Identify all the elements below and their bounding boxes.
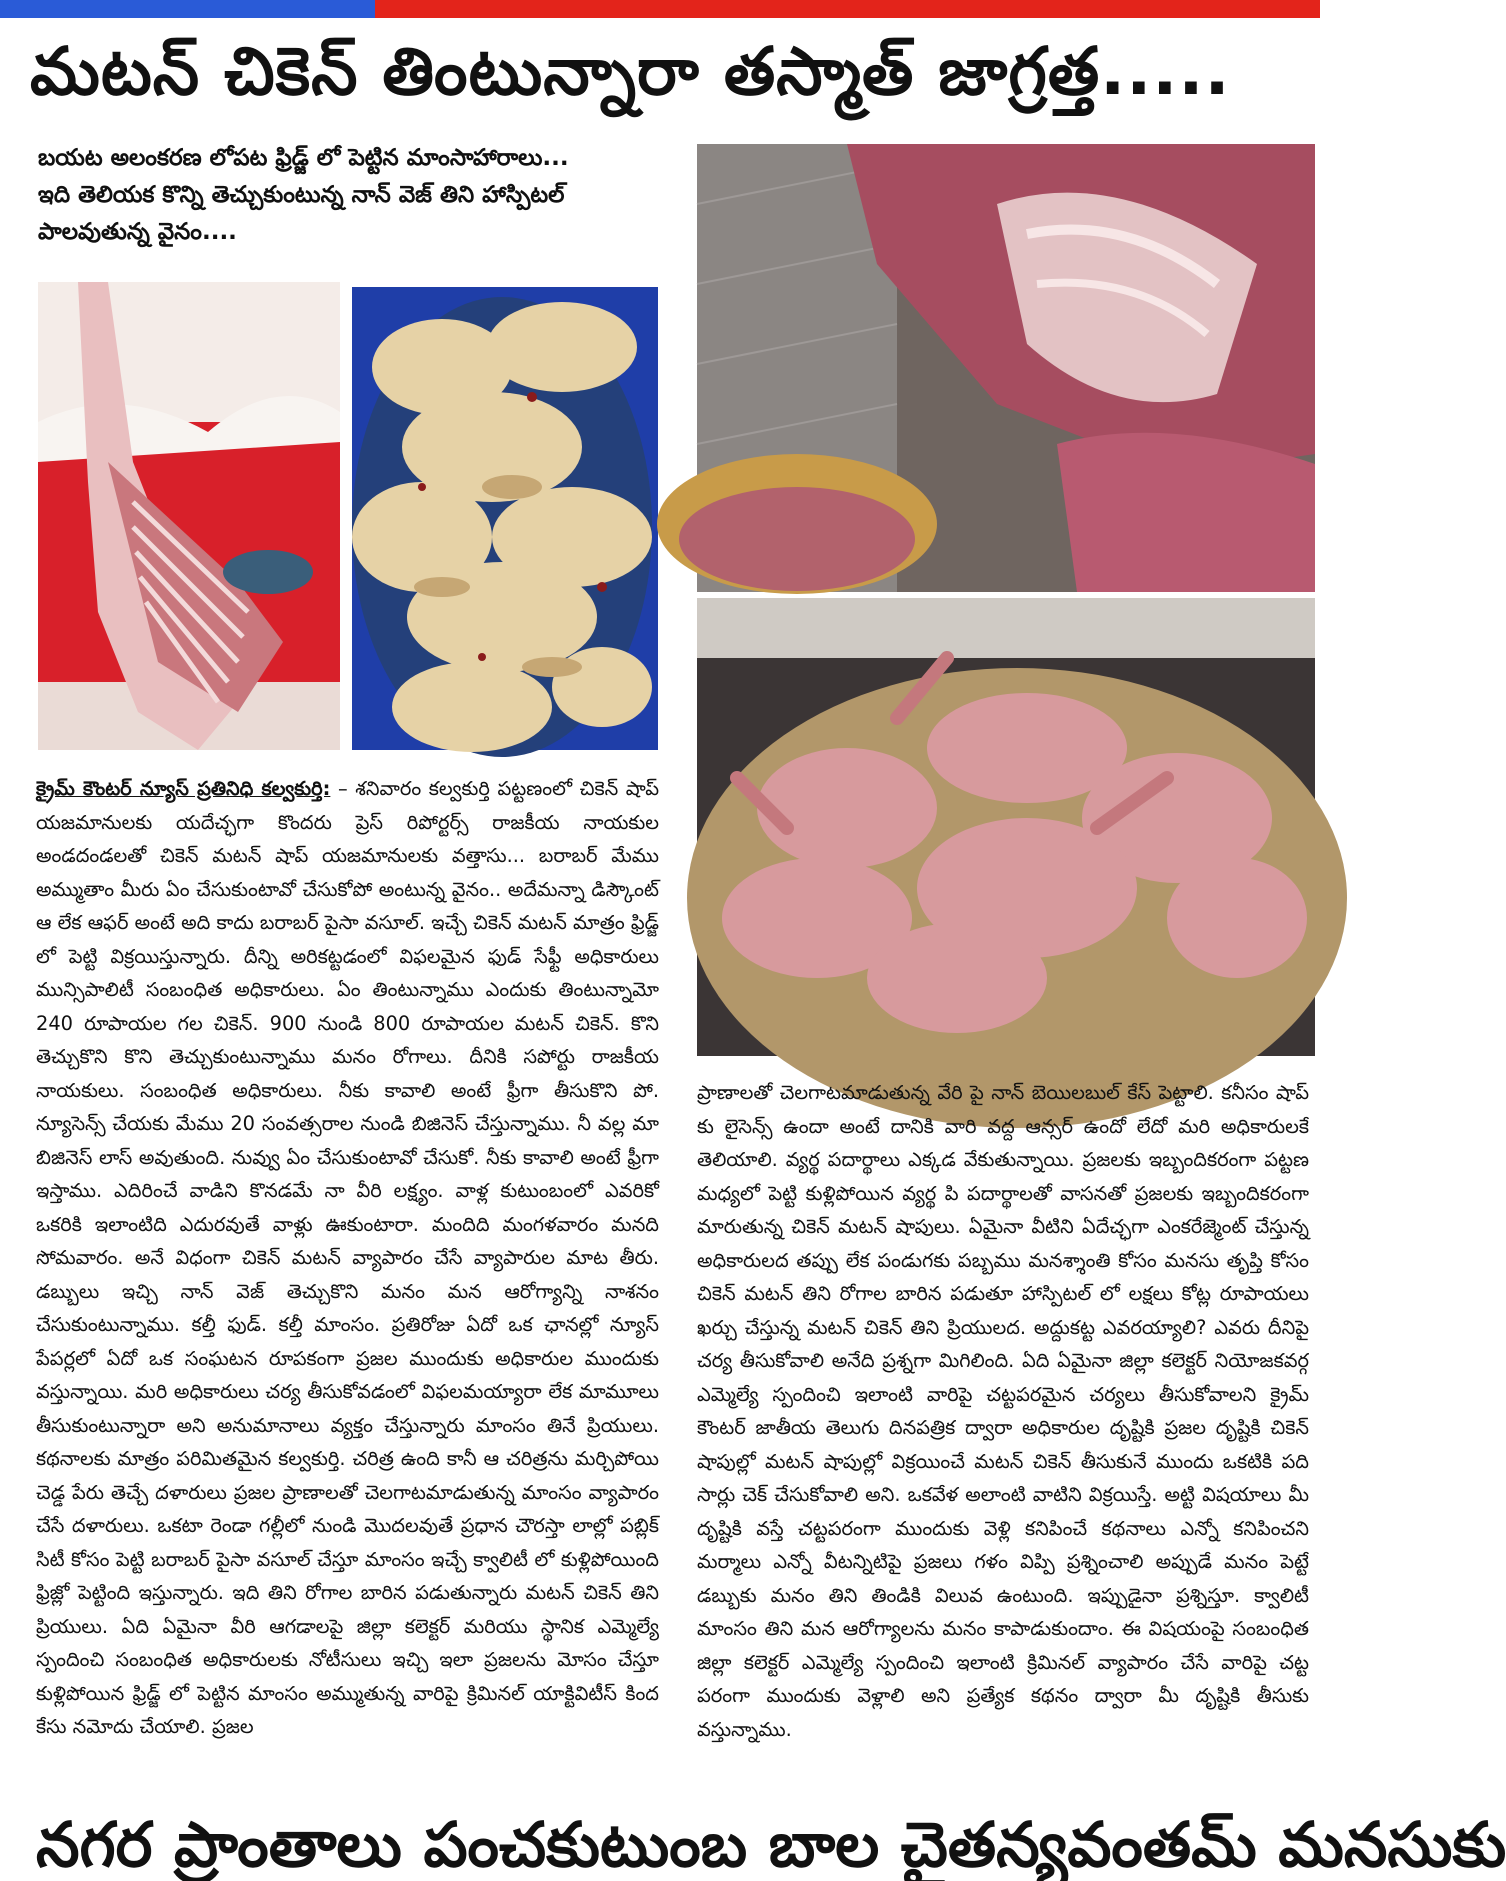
article-body-right-column bbox=[697, 1076, 1309, 1776]
next-article-headline-cropped bbox=[36, 1808, 1506, 1881]
article-body-left: – శనివారం కల్వకుర్తి పట్టణంలో చికెన్ షాప్ యజమానులకు యదేచ్ఛగా కొందరు ప్రెస్ రిపోర్టర్స్ రాజకీయ నాయకుల అండదండలతో చికెన్ మటన్ షాప్ యజమానులకు వత్తాసు... బరాబర్ మేము అమ్ముతాం మీరు ఏం చేసుకుంటావో చేసుకోపో అంటున్న వైనం.. అదేమన్నా డిస్కౌంట్ ఆ లేక ఆఫర్ అంటే అది కాదు బరాబర్ పైసా వసూల్. ఇచ్చే చికెన్ మటన్ మాత్రం ఫ్రిడ్జ్ లో పెట్టి విక్రయిస్తున్నారు. దీన్ని అరికట్టడంలో విఫలమైన ఫుడ్ సేఫ్టీ అధికారులు మున్సిపాలిటీ సంబంధిత అధికారులు. ఏం తింటున్నాము ఎందుకు తింటున్నామో 240 రూపాయల గల చికెన్. 900 నుండి 800 రూపాయల మటన్ చికెన్. కొని తెచ్చుకొని కొని తెచ్చుకుంటున్నాము మనం రోగాలు. దీనికి సపోర్టు రాజకీయ నాయకులు. సంబంధిత అధికారులు. నీకు కావాలి అంటే ఫ్రీగా తీసుకొని పో. న్యూసెన్స్ చేయకు మేము 20 సంవత్సరాల నుండి బిజినెస్ చేస్తున్నాము. నీ వల్ల మా బిజినెస్ లాస్ అవుతుంది. నువ్వు ఏం చేసుకుంటావో చేసుకో. నీకు కావాలి అంటే ఫ్రీగా ఇస్తాము. ఎదిరించే వాడిని కొనడమే నా వీరి లక్ష్యం. వాళ్ల కుటుంబంలో ఎవరికో ఒకరికి ఇలాంటిది ఎదురవుతే వాళ్లు ఊకుంటారా. మందిది మంగళవారం మనది సోమవారం. అనే విధంగా చికెన్ మటన్ వ్యాపారం చేసే వ్యాపారుల మాట తీరు. డబ్బులు ఇచ్చి నాన్ వెజ్ తెచ్చుకొని మనం మన ఆరోగ్యాన్ని నాశనం చేసుకుంటున్నాము. కల్తీ ఫుడ్. కల్తీ మాంసం. ప్రతిరోజు ఏదో ఒక ఛానల్లో న్యూస్ పేపర్లలో ఏదో ఒక సంఘటన రూపకంగా ప్రజల ముందుకు అధికారుల ముందుకు వస్తున్నాయి. మరి అధికారులు చర్య తీసుకోవడంలో విఫలమయ్యారా లేక మామూలు తీసుకుంటున్నారా అని అనుమానాలు వ్యక్తం చేస్తున్నారు మాంసం తినే ప్రియులు. కథనాలకు మాత్రం పరిమితమైన కల్వకుర్తి. చరిత్ర ఉంది కానీ ఆ చరిత్రను మర్చిపోయి చెడ్డ పేరు తెచ్చే దళారులు ప్రజల ప్రాణాలతో చెలగాటమాడుతున్న మాంసం వ్యాపారం చేసే దళారులు. ఒకటా రెండా గల్లీలో నుండి మొదలవుతే ప్రధాన చౌరస్తా లాల్లో పబ్లిక్ సిటీ కోసం పెట్టి బరాబర్ పైసా వసూల్ చేస్తూ మాంసం ఇచ్చే క్వాలిటీ లో కుళ్లిపోయింది ఫ్రిజ్లో పెట్టింది ఇస్తున్నారు. ఇది తిని రోగాల బారిన పడుతున్నారు మటన్ చికెన్ తిని ప్రియులు. ఏది ఏమైనా వీరి ఆగడాలపై జిల్లా కలెక్టర్ మరియు స్థానిక ఎమ్మెల్యే స్పందించి సంబంధిత అధికారులకు నోటీసులు ఇచ్చి ఇలా ప్రజలను మోసం చేస్తూ కుళ్లిపోయిన ఫ్రిడ్జ్ లో పెట్టిన మాంసం అమ్ముతున్న వారిపై క్రిమినల్ యాక్టివిటీస్ కింద కేసు నమోదు చేయాలి. ప్రజల bbox=[36, 777, 659, 1738]
masthead-red-band bbox=[375, 0, 1320, 18]
article-body-left-column bbox=[36, 772, 659, 1812]
subhead-line: పాలవుతున్న వైనం.... bbox=[38, 219, 237, 245]
masthead-color-strip bbox=[0, 0, 1320, 18]
subhead-line: ఇది తెలియక కొన్ని తెచ్చుకుంటున్న నాన్ వెజ్ తిని హాస్పిటల్ bbox=[38, 182, 565, 208]
mutton-cuts-photo bbox=[697, 144, 1315, 592]
chickens-on-block-photo bbox=[697, 598, 1315, 1056]
next-article-headline: నగర ప్రాంతాలు పంచకుటుంబ బాల చైతన్యవంతమ్ మనసుకు bbox=[36, 1808, 1506, 1881]
raw-chickens-tub-photo bbox=[352, 287, 658, 750]
mutton-carcass-photo bbox=[38, 282, 340, 750]
article-subhead bbox=[38, 140, 668, 251]
article-headline: మటన్ చికెన్ తింటున్నారా తస్మాత్ జాగ్రత్త..... bbox=[30, 33, 1231, 110]
article-byline: క్రైమ్ కౌంటర్ న్యూస్ ప్రతినిధి కల్వకుర్తి: bbox=[36, 777, 331, 800]
article-body-right: ప్రాణాలతో చెలగాటమాడుతున్న వేరి పై నాన్ బెయిలబుల్ కేస్ పెట్టాలి. కనీసం షాప్ కు లైసెన్స్ ఉందా అంటే దానికి వారి వద్ద ఆన్సర్ ఉందో లేదో మరి అధికారులకే తెలియాలి. వ్యర్థ పదార్థాలు ఎక్కడ వేకుతున్నాయి. ప్రజలకు ఇబ్బందికరంగా పట్టణ మధ్యలో పెట్టి కుళ్లిపోయిన వ్యర్థ పి పదార్థాలతో వాసనతో ప్రజలకు ఇబ్బందికరంగా మారుతున్న చికెన్ మటన్ షాపులు. ఏమైనా వీటిని ఏదేచ్ఛగా ఎంకరేజ్మెంట్ చేస్తున్న అధికారులద తప్పు లేక పండుగకు పబ్బము మనశ్శాంతి కోసం మనసు తృప్తి కోసం చికెన్ మటన్ తిని రోగాల బారిన పడుతూ హాస్పిటల్ లో లక్షలు కోట్ల రూపాయలు ఖర్చు చేస్తున్న మటన్ చికెన్ తిని ప్రియులద. అద్దుకట్ట ఎవరయ్యాలి? ఎవరు దీనిపై చర్య తీసుకోవాలి అనేది ప్రశ్నగా మిగిలింది. ఏది ఏమైనా జిల్లా కలెక్టర్ నియోజకవర్గ ఎమ్మెల్యే స్పందించి ఇలాంటి వారిపై చట్టపరమైన చర్యలు తీసుకోవాలని క్రైమ్ కౌంటర్ జాతీయ తెలుగు దినపత్రిక ద్వారా అధికారుల దృష్టికి ప్రజల దృష్టికి చికెన్ షాపుల్లో మటన్ షాపుల్లో విక్రయించే మటన్ చికెన్ తీసుకునే ముందు ఒకటికి పది సార్లు చెక్ చేసుకోవాలి అని. ఒకవేళ అలాంటి వాటిని విక్రయిస్తే. అట్టి విషయాలు మీ దృష్టికి వస్తే చట్టపరంగా ముందుకు వెళ్లి కనిపించే కథనాలు ఎన్నో కనిపించని మర్మాలు ఎన్నో వీటన్నిటిపై ప్రజలు గళం విప్పి ప్రశ్నించాలి అప్పుడే మనం పెట్టే డబ్బుకు మనం తిని తిండికి విలువ ఉంటుంది. ఇప్పుడైనా ప్రశ్నిస్తూ. క్వాలిటీ మాంసం తిని మన ఆరోగ్యాలను మనం కాపాడుకుందాం. ఈ విషయంపై సంబంధిత జిల్లా కలెక్టర్ ఎమ్మెల్యే స్పందించి ఇలాంటి క్రిమినల్ వ్యాపారం చేసే వారిపై చట్ట పరంగా ముందుకు వెళ్లాలి అని ప్రత్యేక కథనం ద్వారా మీ దృష్టికి తీసుకు వస్తున్నాము. bbox=[697, 1081, 1309, 1741]
subhead-line: బయట అలంకరణ లోపట ఫ్రిడ్జ్ లో పెట్టిన మాంసాహారాలు... bbox=[38, 145, 569, 171]
masthead-blue-band bbox=[0, 0, 375, 18]
